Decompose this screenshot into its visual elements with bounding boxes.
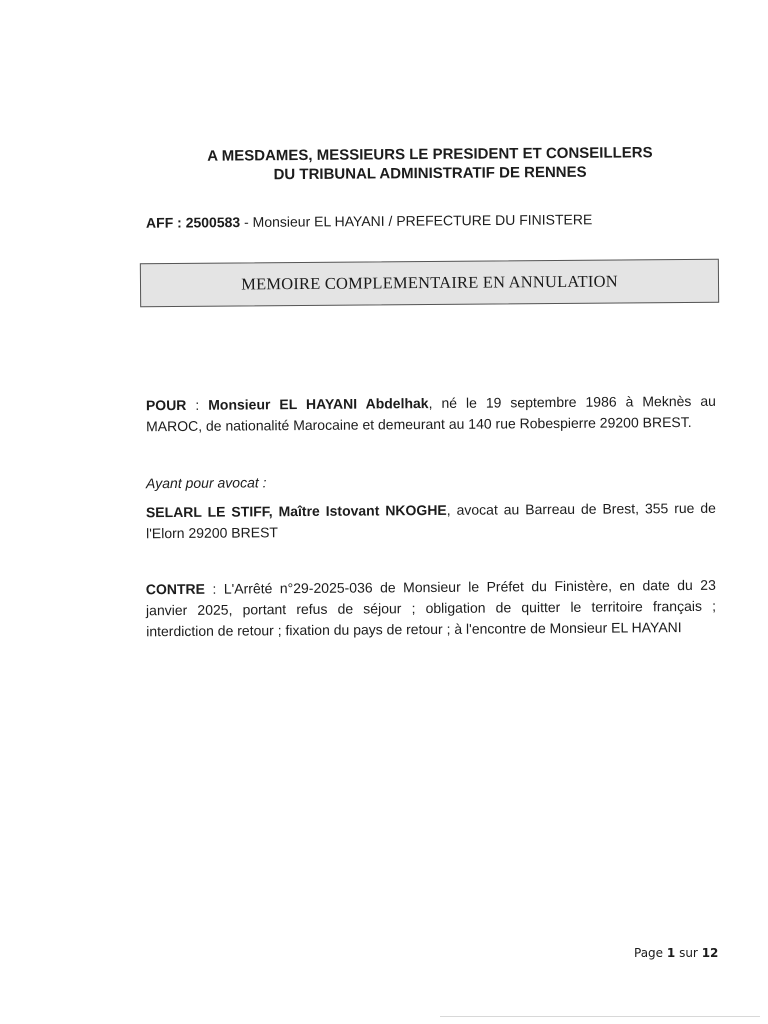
pour-line-1-rest: , né le 19 septembre 1986 à Meknès au: [428, 392, 716, 412]
case-reference: [146, 211, 592, 231]
pour-paragraph: [146, 391, 716, 437]
contre-label: CONTRE: [145, 580, 206, 598]
avocat-intro-text: Ayant pour avocat :: [145, 474, 267, 492]
court-address-heading: [150, 143, 710, 185]
page-total: 12: [701, 946, 719, 960]
avocat-line-1: [146, 498, 716, 523]
avocat-paragraph: [146, 498, 716, 544]
case-number: AFF : 2500583: [145, 214, 241, 231]
pour-label: POUR: [145, 396, 187, 414]
heading-line-2: DU TRIBUNAL ADMINISTRATIF DE RENNES: [273, 163, 587, 184]
page-current: 1: [666, 946, 676, 960]
avocat-name: SELARL LE STIFF, Maître Istovant NKOGHE: [145, 501, 447, 521]
case-parties: - Monsieur EL HAYANI / PREFECTURE DU FINISTERE: [240, 211, 593, 231]
avocat-intro: [146, 469, 716, 494]
page-word: Page: [634, 946, 664, 960]
avocat-line-2: l'Elorn 29200 BREST: [146, 524, 279, 542]
heading-line-1: A MESDAMES, MESSIEURS LE PRESIDENT ET CONSEILLERS: [207, 144, 653, 165]
pour-line-2: MAROC, de nationalité Marocaine et demeurant au 140 rue Robespierre 29200 BREST.: [146, 413, 692, 435]
avocat-line-1-rest: , avocat au Barreau de Brest, 355 rue de: [446, 499, 716, 518]
pour-sep: :: [186, 396, 209, 413]
document-title-box: [140, 259, 719, 308]
contre-line-1-rest: : L'Arrêté n°29-2025-036 de Monsieur le Préfet du Finistère, en date du 23: [204, 576, 716, 597]
pour-name: Monsieur EL HAYANI Abdelhak: [208, 395, 429, 413]
page-sur: sur: [679, 946, 698, 960]
page-number: [634, 946, 718, 960]
document-title: MEMOIRE COMPLEMENTAIRE EN ANNULATION: [241, 271, 618, 294]
contre-line-2: janvier 2025, portant refus de séjour ; obligation de quitter le territoire français ;: [145, 597, 717, 619]
contre-paragraph: [146, 575, 716, 642]
contre-line-3: interdiction de retour ; fixation du pays de retour ; à l'encontre de Monsieur EL HAYANI: [146, 619, 682, 640]
scan-edge-line: [440, 1016, 760, 1017]
